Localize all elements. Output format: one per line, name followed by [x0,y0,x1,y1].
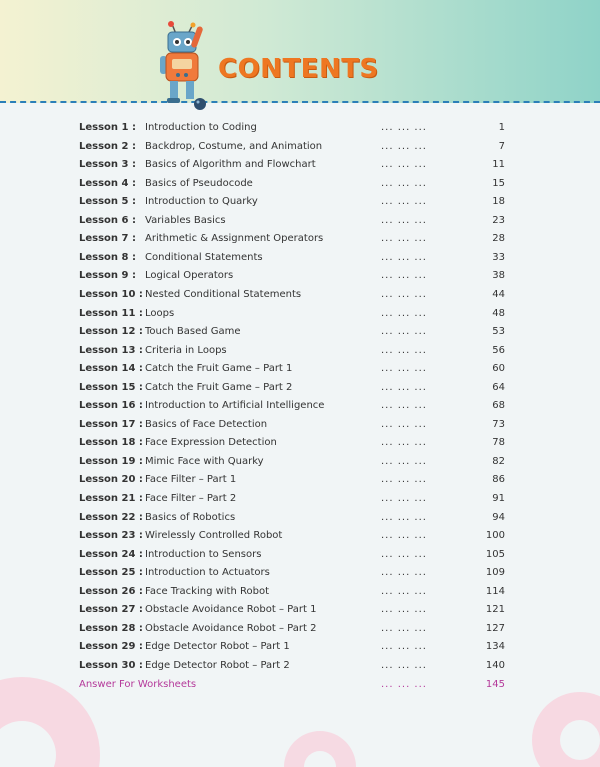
leader-dots: ... ... ... [381,196,427,208]
lesson-title: Loops [145,307,175,319]
lesson-title: Introduction to Coding [145,122,257,133]
page-number: 82 [492,455,505,467]
lesson-title: Introduction to Artificial Intelligence [145,400,325,412]
lesson-number: Lesson 11 : [79,307,143,319]
lesson-title: Introduction to Quarky [145,196,258,208]
page-number: 109 [485,567,505,579]
page-number: 1 [498,122,505,133]
toc-row [79,175,505,193]
page-number: 78 [492,437,505,449]
lesson-number: Lesson 3 : [79,159,136,171]
lesson-number: Lesson 24 : [79,548,143,560]
page-number: 134 [485,641,505,653]
leader-dots: ... ... ... [381,270,427,282]
lesson-number: Lesson 21 : [79,493,143,504]
leader-dots: ... ... ... [381,381,427,393]
leader-dots: ... ... ... [381,214,427,226]
page-number: 114 [485,585,505,597]
leader-dots: ... ... ... [381,251,427,263]
leader-dots: ... ... ... [381,604,427,616]
leader-dots: ... ... ... [381,548,427,560]
lesson-title: Touch Based Game [145,326,241,338]
lesson-number: Lesson 2 : [79,140,136,152]
lesson-number: Lesson 16 : [79,400,143,412]
lesson-number: Lesson 30 : [79,659,143,671]
toc-row [79,212,505,230]
lesson-title: Face Tracking with Robot [145,585,269,597]
lesson-number: Lesson 26 : [79,585,143,597]
leader-dots: ... ... ... [381,326,427,338]
lesson-number: Lesson 25 : [79,567,143,579]
lesson-title: Mimic Face with Quarky [145,455,264,467]
page-number: 94 [492,511,505,523]
lesson-title: Introduction to Actuators [145,567,270,579]
lesson-title: Introduction to Sensors [145,548,262,560]
toc-row [79,657,505,675]
page-number: 38 [492,270,505,282]
toc-row [79,638,505,656]
page-number: 86 [492,474,505,486]
page-number: 7 [498,140,505,152]
lesson-title: Catch the Fruit Game – Part 1 [145,363,293,375]
lesson-number: Lesson 4 : [79,177,136,189]
lesson-title: Wirelessly Controlled Robot [145,530,283,542]
toc-row [79,193,505,211]
lesson-number: Lesson 27 : [79,604,143,616]
toc-row [79,546,505,564]
leader-dots: ... ... ... [381,678,427,690]
toc-row [79,360,505,378]
lesson-title: Catch the Fruit Game – Part 2 [145,381,293,393]
toc-row [79,323,505,341]
leader-dots: ... ... ... [381,177,427,189]
leader-dots: ... ... ... [381,455,427,467]
leader-dots: ... ... ... [381,437,427,449]
leader-dots: ... ... ... [381,159,427,171]
lesson-number: Lesson 23 : [79,530,143,542]
toc-row [79,583,505,601]
toc-row [79,471,505,489]
lesson-title: Basics of Robotics [145,511,236,523]
lesson-number: Lesson 5 : [79,196,136,208]
page-number: 53 [492,326,505,338]
lesson-title: Basics of Pseudocode [145,177,253,189]
page-number: 145 [485,678,505,690]
leader-dots: ... ... ... [381,511,427,523]
leader-dots: ... ... ... [381,530,427,542]
lesson-number: Lesson 10 : [79,288,143,300]
toc-row [79,527,505,545]
lesson-title: Obstacle Avoidance Robot – Part 1 [145,604,317,616]
lesson-title: Edge Detector Robot – Part 1 [145,641,290,653]
toc-row [79,453,505,471]
page-number: 15 [492,177,505,189]
leader-dots: ... ... ... [381,363,427,375]
lesson-number: Lesson 12 : [79,326,143,338]
leader-dots: ... ... ... [381,641,427,653]
lesson-title: Basics of Face Detection [145,418,268,430]
leader-dots: ... ... ... [381,474,427,486]
lesson-number: Lesson 13 : [79,344,143,356]
decorative-ring-bottom [280,727,360,767]
lesson-number: Lesson 1 : [79,122,136,133]
leader-dots: ... ... ... [381,567,427,579]
toc-row [79,490,505,508]
toc-row [79,379,505,397]
lesson-number: Lesson 8 : [79,251,136,263]
page-number: 44 [492,288,505,300]
lesson-number: Lesson 22 : [79,511,143,523]
toc-row [79,305,505,323]
lesson-number: Lesson 29 : [79,641,143,653]
toc-row [79,620,505,638]
toc-row [79,416,505,434]
leader-dots: ... ... ... [381,659,427,671]
lesson-title: Face Filter – Part 2 [145,493,237,504]
toc-row [79,138,505,156]
lesson-number: Lesson 14 : [79,363,143,375]
page-number: 140 [485,659,505,671]
page-number: 68 [492,400,505,412]
answer-title: Answer For Worksheets [79,678,197,690]
lesson-title: Face Expression Detection [145,437,277,449]
page-number: 56 [492,344,505,356]
decorative-ring-right [520,680,600,767]
lesson-title: Backdrop, Costume, and Animation [145,140,323,152]
page-number: 23 [492,214,505,226]
page-number: 11 [492,159,505,171]
lesson-title: Basics of Algorithm and Flowchart [145,159,316,171]
toc-row [79,564,505,582]
lesson-number: Lesson 17 : [79,418,143,430]
lesson-title: Conditional Statements [145,251,263,263]
lesson-number: Lesson 18 : [79,437,143,449]
page-number: 18 [492,196,505,208]
leader-dots: ... ... ... [381,288,427,300]
page-number: 121 [485,604,505,616]
page-number: 60 [492,363,505,375]
toc-row [79,601,505,619]
leader-dots: ... ... ... [381,585,427,597]
toc-row [79,156,505,174]
toc-row [79,286,505,304]
toc-row [79,267,505,285]
lesson-title: Edge Detector Robot – Part 2 [145,659,290,671]
toc-row [79,249,505,267]
page-number: 91 [492,493,505,504]
leader-dots: ... ... ... [381,122,427,133]
leader-dots: ... ... ... [381,400,427,412]
leader-dots: ... ... ... [381,418,427,430]
toc-row [79,342,505,360]
decorative-ring-left [0,660,110,767]
toc-row [79,509,505,527]
leader-dots: ... ... ... [381,344,427,356]
leader-dots: ... ... ... [381,233,427,245]
page-number: 127 [485,622,505,634]
leader-dots: ... ... ... [381,140,427,152]
lesson-title: Arithmetic & Assignment Operators [145,233,324,245]
page-number: 100 [485,530,505,542]
leader-dots: ... ... ... [381,493,427,504]
page-number: 48 [492,307,505,319]
lesson-number: Lesson 9 : [79,270,136,282]
leader-dots: ... ... ... [381,622,427,634]
lesson-title: Criteria in Loops [145,344,227,356]
page-number: 105 [485,548,505,560]
page-title: CONTENTS [218,54,379,84]
lesson-number: Lesson 20 : [79,474,143,486]
lesson-number: Lesson 19 : [79,455,143,467]
lesson-number: Lesson 7 : [79,233,136,245]
page-number: 73 [492,418,505,430]
lesson-title: Variables Basics [145,214,226,226]
leader-dots: ... ... ... [381,307,427,319]
page-number: 33 [492,251,505,263]
lesson-number: Lesson 6 : [79,214,136,226]
toc-row [79,434,505,452]
toc-row [79,119,505,137]
page-number: 64 [492,381,505,393]
page-number: 28 [492,233,505,245]
lesson-title: Face Filter – Part 1 [145,474,237,486]
lesson-title: Nested Conditional Statements [145,288,302,300]
lesson-title: Logical Operators [145,270,234,282]
toc-row [79,397,505,415]
lesson-number: Lesson 15 : [79,381,143,393]
lesson-number: Lesson 28 : [79,622,143,634]
lesson-title: Obstacle Avoidance Robot – Part 2 [145,622,317,634]
toc-row [79,230,505,248]
toc-row-answers [79,676,505,694]
